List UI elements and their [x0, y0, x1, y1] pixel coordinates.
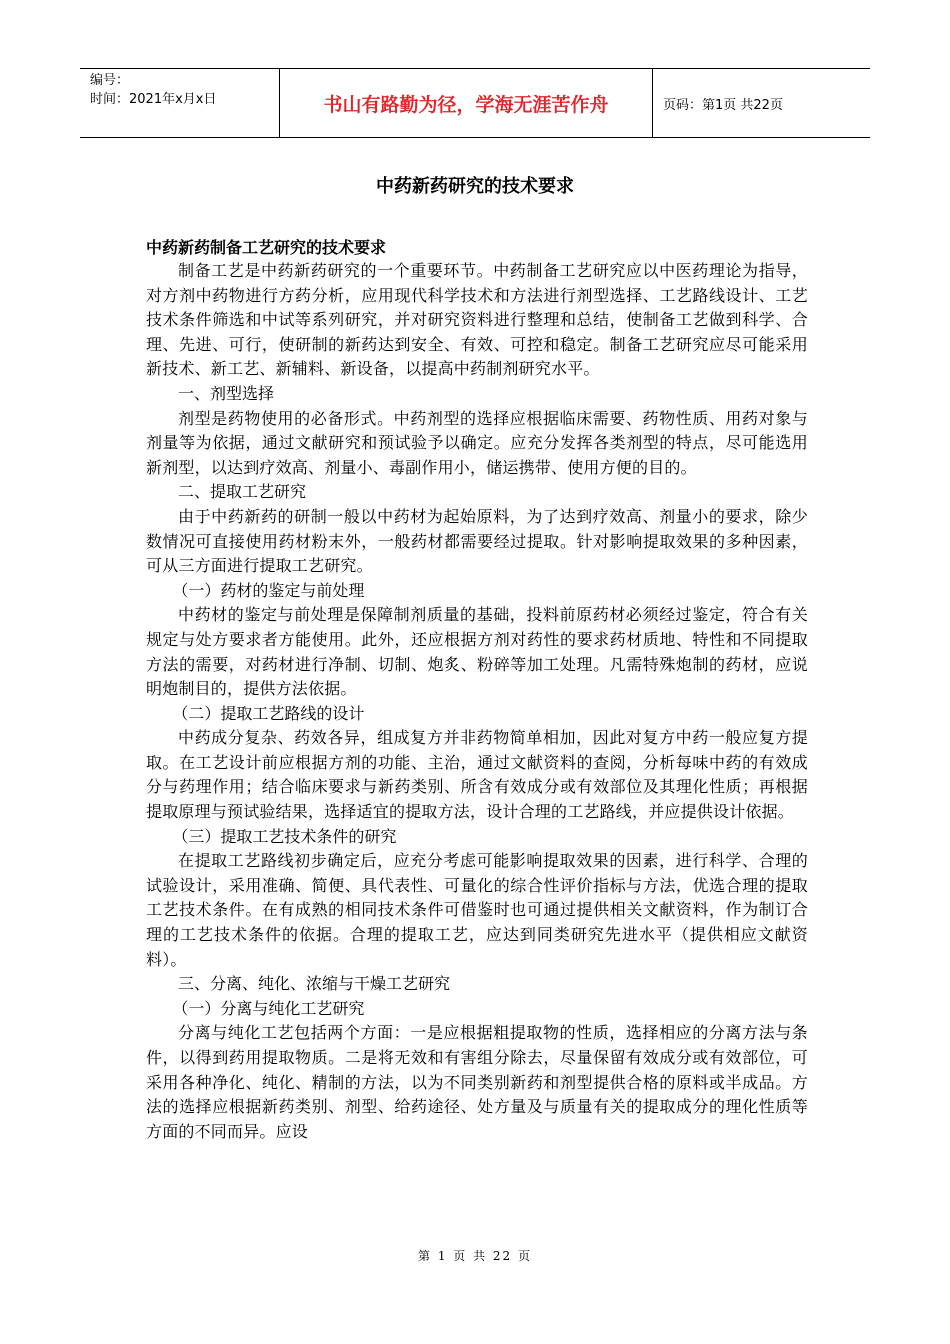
header-meta — [80, 69, 280, 137]
document-header — [80, 68, 870, 138]
paragraph: 由于中药新药的研制一般以中药材为起始原料，为了达到疗效高、剂量小的要求，除少数情况可直接使用药材粉末外，一般药材都需要经过提取。针对影响提取效果的多种因素，可从三方面进行提取工艺研究。 — [146, 506, 808, 576]
subsection-heading: 一、剂型选择 — [178, 383, 275, 403]
subsection-heading: （二）提取工艺路线的设计 — [172, 703, 365, 723]
paragraph: 分离与纯化工艺包括两个方面：一是应根据粗提取物的性质，选择相应的分离方法与条件，以得到药用提取物质。二是将无效和有害组分除去，尽量保留有效成分或有效部位，可采用各种净化、纯化、精制的方法，以为不同类别新药和剂型提供合格的原料或半成品。方法的选择应根据新药类别、剂型、给药途径、处方量及与质量有关的提取成分的理化性质等方面的不同而异。应设 — [146, 1023, 808, 1141]
subsection-heading: （一）药材的鉴定与前处理 — [172, 580, 365, 600]
header-motto: 书山有路勤为径，学海无涯苦作舟 — [280, 69, 653, 137]
document-title: 中药新药研究的技术要求 — [376, 176, 574, 197]
subsection-heading: 三、分离、纯化、浓缩与干燥工艺研究 — [178, 974, 451, 994]
paragraph: 在提取工艺路线初步确定后，应充分考虑可能影响提取效果的因素，进行科学、合理的试验设计，采用准确、简便、具代表性、可量化的综合性评价指标与方法，优选合理的提取工艺技术条件。在有成熟的相同技术条件可借鉴时也可通过提供相关文献资料，作为制订合理的工艺技术条件的依据。合理的提取工艺，应达到同类研究先进水平（提供相应文献资料）。 — [146, 851, 808, 969]
page-footer: 第 1 页 共 22 页 — [418, 1249, 532, 1263]
subsection-heading: （一）分离与纯化工艺研究 — [172, 998, 365, 1018]
document-time-label: 时间：2021年x月x日 — [90, 92, 217, 107]
paragraph: 中药成分复杂、药效各异，组成复方并非药物简单相加，因此对复方中药一般应复方提取。在工艺设计前应根据方剂的功能、主治，通过文献资料的查阅，分析每味中药的有效成分与药理作用；结合临床要求与新药类别、所含有效成分或有效部位及其理化性质；再根据提取原理与预试验结果，选择适宜的提取方法，设计合理的工艺路线，并应提供设计依据。 — [146, 728, 808, 822]
subsection-heading: （三）提取工艺技术条件的研究 — [172, 826, 397, 846]
paragraph: 剂型是药物使用的必备形式。中药剂型的选择应根据临床需要、药物性质、用药对象与剂量等为依据，通过文献研究和预试验予以确定。应充分发挥各类剂型的特点，尽可能选用新剂型，以达到疗效高、剂量小、毒副作用小，储运携带、使用方便的目的。 — [146, 408, 808, 477]
paragraph: 中药材的鉴定与前处理是保障制剂质量的基础，投料前原药材必须经过鉴定，符合有关规定与处方要求者方能使用。此外，还应根据方剂对药性的要求药材质地、特性和不同提取方法的需要，对药材进行净制、切制、炮炙、粉碎等加工处理。凡需特殊炮制的药材，应说明炮制目的，提供方法依据。 — [146, 605, 808, 699]
document-number-label: 编号： — [90, 73, 130, 88]
paragraph: 制备工艺是中药新药研究的一个重要环节。中药制备工艺研究应以中医药理论为指导，对方剂中药物进行方药分析，应用现代科学技术和方法进行剂型选择、工艺路线设计、工艺技术条件筛选和中试等系列研究，并对研究资料进行整理和总结，使制备工艺做到科学、合理、先进、可行，使研制的新药达到安全、有效、可控和稳定。制备工艺研究应尽可能采用新技术、新工艺、新辅料、新设备，以提高中药制剂研究水平。 — [146, 261, 808, 379]
subsection-heading: 二、提取工艺研究 — [178, 482, 307, 502]
section-heading: 中药新药制备工艺研究的技术要求 — [146, 238, 387, 257]
body-blocks — [146, 259, 808, 1144]
document-body — [146, 236, 808, 1144]
header-page-info: 页码：第1页 共22页 — [663, 97, 783, 113]
